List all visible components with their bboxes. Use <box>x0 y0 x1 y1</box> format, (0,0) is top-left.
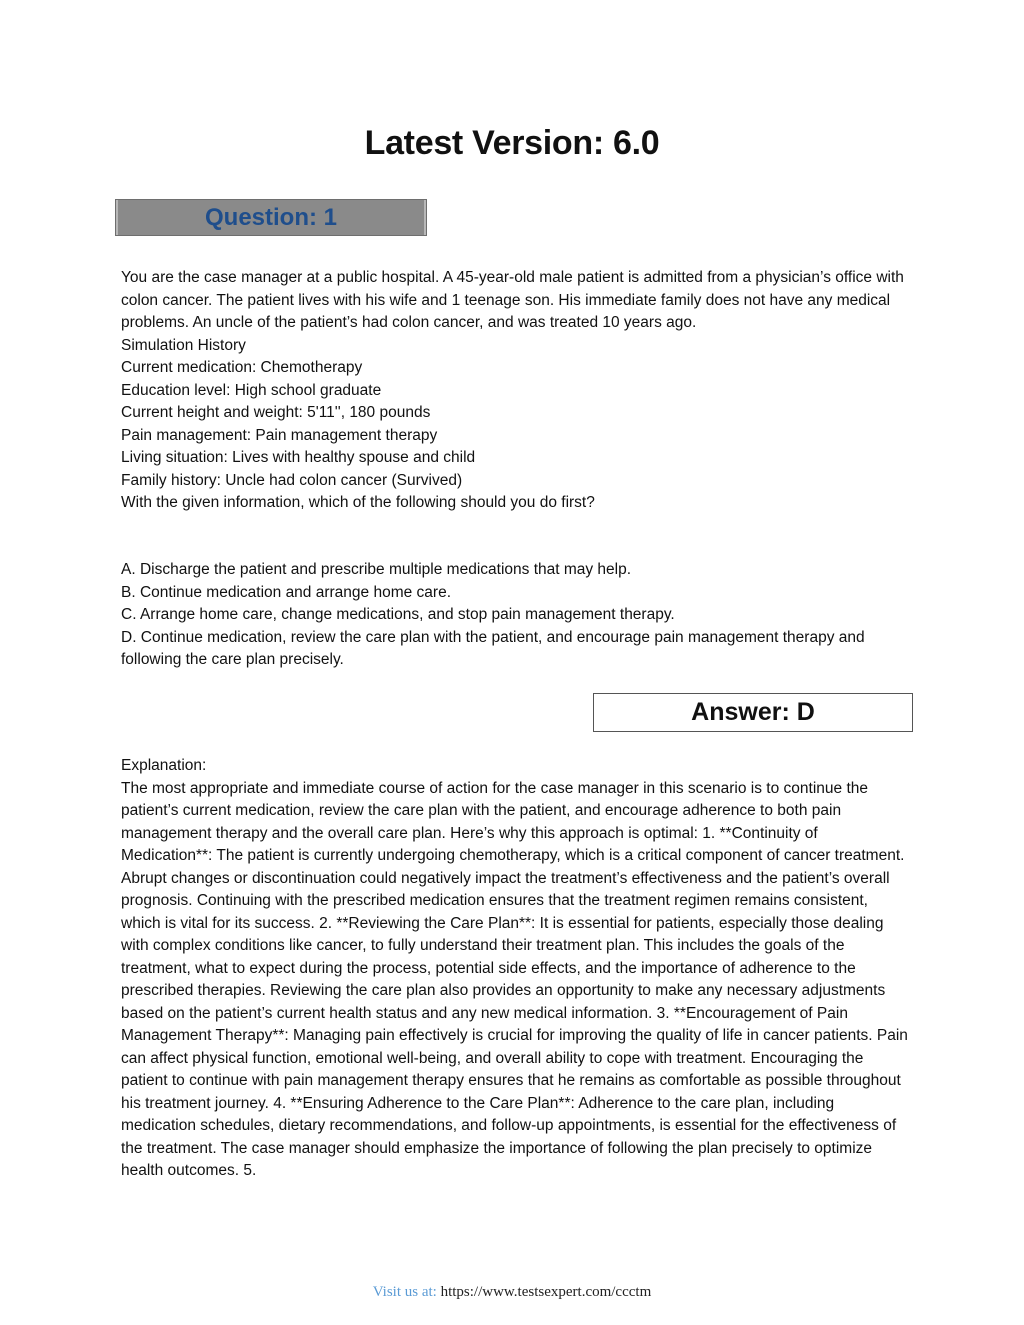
explanation-text: The most appropriate and immediate course of action for the case manager in this scenario is to continue the patient’s current medication, review the care plan with the patient, and encourage adherence to both pain management therapy and the overall care plan. Here’s why this approach is optimal: 1. **Continuity of Medication**: The patient is currently undergoing chemotherapy, which is a critical component of cancer treatment. Abrupt changes or discontinuation could negatively impact the treatment’s effectiveness and the patient’s overall prognosis. Continuing with the prescribed medication ensures that the treatment regimen remains consistent, which is vital for its success. 2. **Reviewing the Care Plan**: It is essential for patients, especially those dealing with complex conditions like cancer, to fully understand their treatment plan. This includes the goals of the treatment, what to expect during the process, potential side effects, and the importance of adherence to the prescribed therapies. Reviewing the care plan also provides an opportunity to make any necessary adjustments based on the patient’s current health status and any new medical information. 3. **Encouragement of Pain Management Therapy**: Managing pain effectively is crucial for improving the quality of life in cancer patients. Pain can affect physical function, emotional well-being, and overall ability to cope with treatment. Encouraging the patient to continue with pain management therapy ensures that he remains as comfortable as possible throughout his treatment journey. 4. **Ensuring Adherence to the Care Plan**: Adherence to the care plan, including medication schedules, dietary recommendations, and follow-up appointments, is essential for the effectiveness of the treatment. The case manager should emphasize the importance of following the plan precisely to optimize health outcomes. 5. <box>121 779 908 1179</box>
option-d: D. Continue medication, review the care plan with the patient, and encourage pain management therapy and following the care plan precisely. <box>121 628 865 668</box>
option-a: A. Discharge the patient and prescribe multiple medications that may help. <box>121 561 632 578</box>
option-b: B. Continue medication and arrange home care. <box>121 583 452 601</box>
question-line: Pain management: Pain management therapy <box>121 426 438 444</box>
question-line: Family history: Uncle had colon cancer (Survived) <box>121 471 463 489</box>
question-line: Education level: High school graduate <box>121 381 382 399</box>
question-line: Simulation History <box>121 336 246 354</box>
option-c: C. Arrange home care, change medications, and stop pain management therapy. <box>121 606 675 623</box>
footer-url-link[interactable]: https://www.testsexpert.com/ccctm <box>440 1284 652 1300</box>
footer <box>0 1284 1024 1301</box>
page-title: Latest Version: 6.0 <box>364 124 660 162</box>
answer-options <box>121 559 911 672</box>
answer-box: Answer: D <box>593 693 913 732</box>
explanation-heading: Explanation: <box>121 757 207 774</box>
footer-visit-label: Visit us at: <box>372 1284 437 1300</box>
question-banner: Question: 1 <box>115 199 427 236</box>
explanation-section <box>121 755 911 1183</box>
question-line: Current height and weight: 5'11'', 180 pounds <box>121 404 431 421</box>
question-stem: You are the case manager at a public hospital. A 45-year-old male patient is admitted from a physician’s office with colon cancer. The patient lives with his wife and 1 teenage son. His immediate family does not have any medical problems. An uncle of the patient’s had colon cancer, and was treated 10 years ago. <box>121 269 904 331</box>
question-line: Living situation: Lives with healthy spouse and child <box>121 449 476 466</box>
question-body <box>121 267 911 515</box>
question-prompt: With the given information, which of the following should you do first? <box>121 494 595 511</box>
question-line: Current medication: Chemotherapy <box>121 359 363 376</box>
